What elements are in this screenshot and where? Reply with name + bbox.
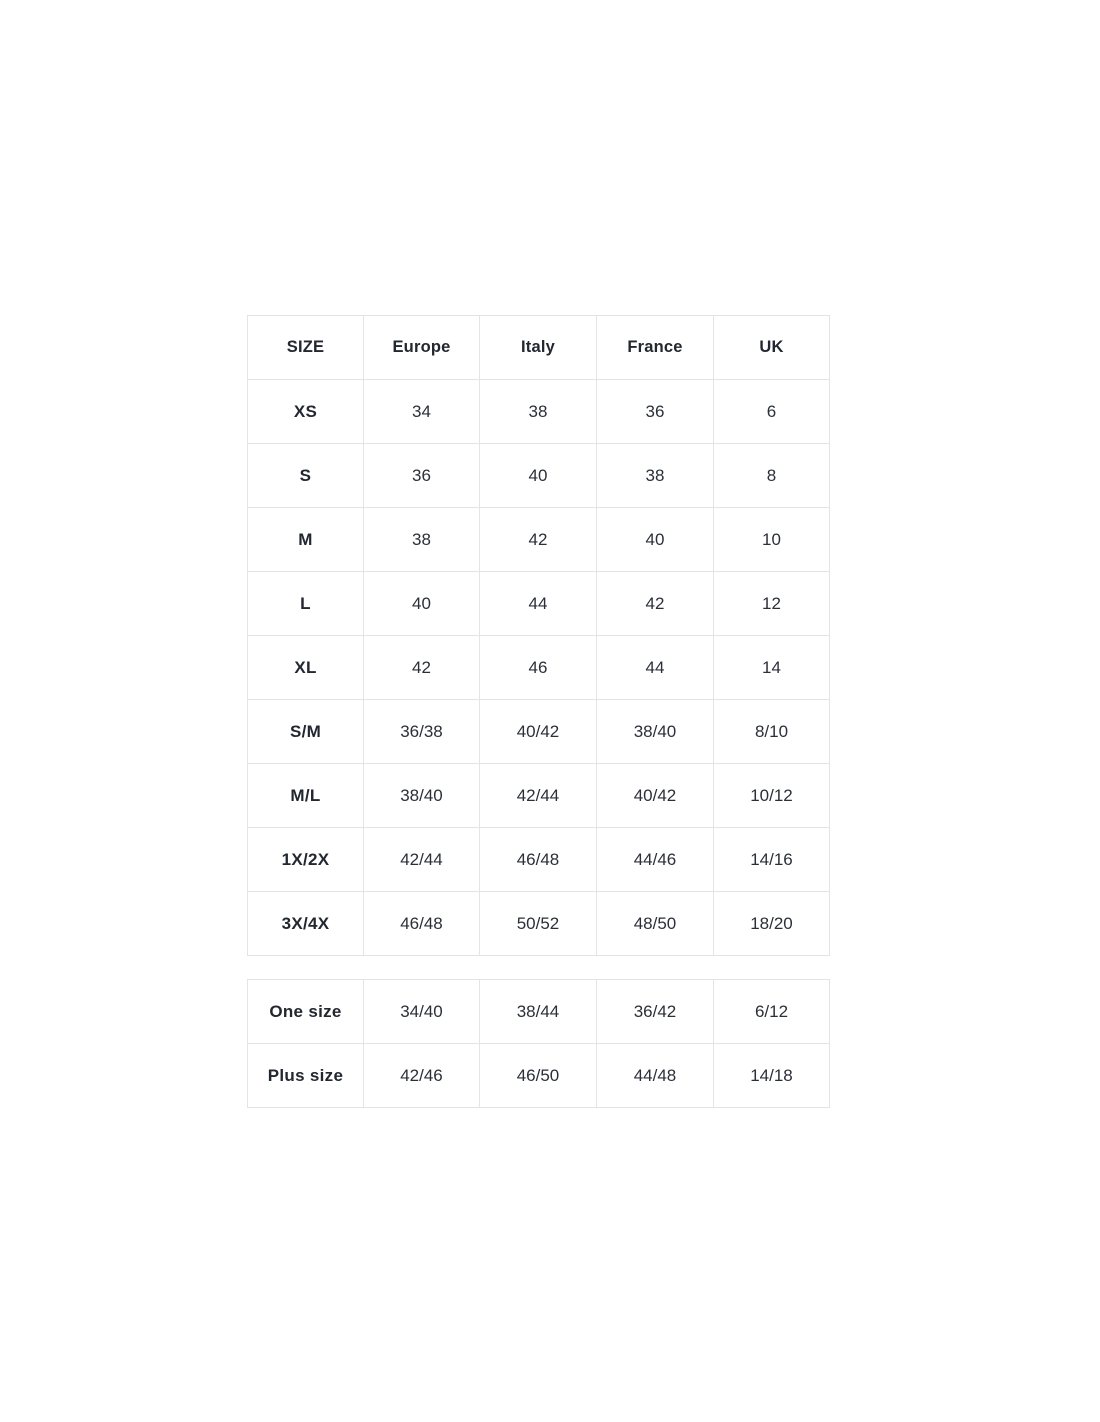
- row-label: L: [248, 572, 364, 636]
- cell-italy: 38/44: [480, 980, 597, 1044]
- table-row: [248, 892, 830, 956]
- cell-italy: 38: [480, 380, 597, 444]
- cell-italy: 40: [480, 444, 597, 508]
- cell-uk: 14: [714, 636, 830, 700]
- table-row: [248, 636, 830, 700]
- table-header-row: [248, 316, 830, 380]
- cell-france: 38/40: [597, 700, 714, 764]
- row-label: 1X/2X: [248, 828, 364, 892]
- cell-europe: 38: [364, 508, 480, 572]
- cell-italy: 46: [480, 636, 597, 700]
- cell-europe: 38/40: [364, 764, 480, 828]
- cell-uk: 6/12: [714, 980, 830, 1044]
- column-header-france: France: [597, 316, 714, 380]
- row-label: XL: [248, 636, 364, 700]
- cell-europe: 40: [364, 572, 480, 636]
- cell-italy: 42: [480, 508, 597, 572]
- cell-france: 40/42: [597, 764, 714, 828]
- size-conversion-table: [247, 315, 830, 956]
- row-label: XS: [248, 380, 364, 444]
- cell-italy: 46/50: [480, 1044, 597, 1108]
- cell-uk: 18/20: [714, 892, 830, 956]
- row-label: M/L: [248, 764, 364, 828]
- cell-france: 38: [597, 444, 714, 508]
- row-label: One size: [248, 980, 364, 1044]
- size-conversion-table-container: [247, 315, 829, 956]
- row-label: S/M: [248, 700, 364, 764]
- table-row: [248, 764, 830, 828]
- table-row: [248, 508, 830, 572]
- table-row: [248, 980, 830, 1044]
- row-label: Plus size: [248, 1044, 364, 1108]
- cell-france: 48/50: [597, 892, 714, 956]
- cell-uk: 14/18: [714, 1044, 830, 1108]
- row-label: S: [248, 444, 364, 508]
- row-label: M: [248, 508, 364, 572]
- cell-europe: 36/38: [364, 700, 480, 764]
- cell-europe: 36: [364, 444, 480, 508]
- cell-france: 44/48: [597, 1044, 714, 1108]
- cell-europe: 42/44: [364, 828, 480, 892]
- cell-uk: 8: [714, 444, 830, 508]
- cell-france: 44/46: [597, 828, 714, 892]
- cell-italy: 40/42: [480, 700, 597, 764]
- column-header-uk: UK: [714, 316, 830, 380]
- cell-uk: 6: [714, 380, 830, 444]
- cell-uk: 14/16: [714, 828, 830, 892]
- table-row: [248, 1044, 830, 1108]
- cell-europe: 42/46: [364, 1044, 480, 1108]
- multi-size-table: [247, 979, 830, 1108]
- cell-uk: 8/10: [714, 700, 830, 764]
- cell-uk: 10/12: [714, 764, 830, 828]
- cell-france: 36: [597, 380, 714, 444]
- cell-italy: 46/48: [480, 828, 597, 892]
- column-header-italy: Italy: [480, 316, 597, 380]
- cell-france: 44: [597, 636, 714, 700]
- cell-uk: 10: [714, 508, 830, 572]
- cell-europe: 42: [364, 636, 480, 700]
- cell-uk: 12: [714, 572, 830, 636]
- cell-france: 42: [597, 572, 714, 636]
- cell-italy: 42/44: [480, 764, 597, 828]
- cell-europe: 34: [364, 380, 480, 444]
- cell-italy: 50/52: [480, 892, 597, 956]
- cell-europe: 46/48: [364, 892, 480, 956]
- cell-france: 36/42: [597, 980, 714, 1044]
- cell-italy: 44: [480, 572, 597, 636]
- table-row: [248, 380, 830, 444]
- column-header-size: SIZE: [248, 316, 364, 380]
- table-row: [248, 572, 830, 636]
- table-row: [248, 444, 830, 508]
- table-row: [248, 700, 830, 764]
- column-header-europe: Europe: [364, 316, 480, 380]
- cell-europe: 34/40: [364, 980, 480, 1044]
- table-row: [248, 828, 830, 892]
- cell-france: 40: [597, 508, 714, 572]
- multi-size-table-container: [247, 979, 829, 1108]
- row-label: 3X/4X: [248, 892, 364, 956]
